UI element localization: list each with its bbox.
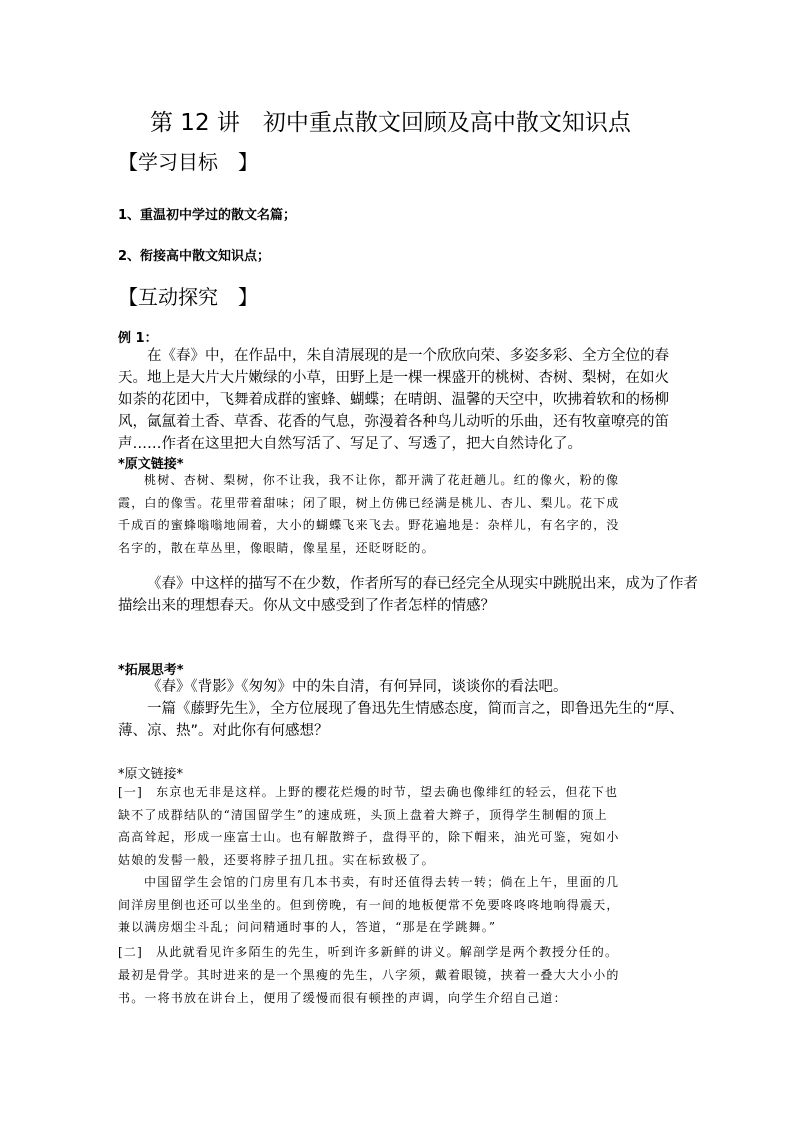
text-line: [二] 从此就看见许多陌生的先生，听到许多新鲜的讲义。解剖学是两个教授分任的。 bbox=[118, 945, 619, 959]
text-line: 风，氤氲着土香、草香、花香的气息，弥漫着各种鸟儿动听的乐曲，还有牧童嘹亮的笛 bbox=[118, 414, 669, 430]
original-link-label-1: *原文链接* bbox=[118, 457, 184, 472]
goal-item-1: 1、重温初中学过的散文名篇； bbox=[118, 208, 297, 223]
text-line: 描绘出来的理想春天。你从文中感受到了作者怎样的情感？ bbox=[118, 598, 495, 614]
text-line: 书。一将书放在讲台上，便用了缓慢而很有顿挫的声调，向学生介绍自己道： bbox=[118, 991, 567, 1005]
section-heading-explore: 【互动探究 】 bbox=[118, 285, 258, 309]
text-line: 缺不了成群结队的“清国留学生”的速成班，头顶上盘着大辫子，顶得学生制帽的顶上 bbox=[118, 807, 608, 822]
example-paragraph bbox=[118, 345, 669, 455]
text-line: 薄、凉、热”。对此你有何感想？ bbox=[118, 723, 329, 739]
expand-label: *拓展思考* bbox=[118, 663, 184, 678]
text-line: 姑娘的发髻一般，还要将脖子扭几扭。实在标致极了。 bbox=[118, 852, 435, 867]
text-line: 高高耸起，形成一座富士山。也有解散辫子，盘得平的，除下帽来，油光可鉴，宛如小 bbox=[118, 830, 620, 844]
example-label: 例 1： bbox=[118, 331, 158, 346]
text-line: 间洋房里倒也还可以坐坐的。但到傍晚，有一间的地板便常不免要咚咚咚地响得震天， bbox=[118, 897, 620, 912]
goal-item-2: 2、衔接高中散文知识点； bbox=[118, 249, 271, 264]
text-line: 天。地上是大片大片嫩绿的小草，田野上是一棵一棵盛开的桃树、杏树、梨树，在如火 bbox=[118, 370, 669, 386]
original-text-spring bbox=[118, 469, 620, 559]
page-title: 第 12 讲 初中重点散文回顾及高中散文知识点 bbox=[150, 110, 631, 136]
text-line: 一篇《藤野先生》，全方位展现了鲁迅先生情感态度，简而言之，即鲁迅先生的“厚、 bbox=[147, 701, 684, 717]
text-line: 兼以满房烟尘斗乱；问问精通时事的人，答道，“那是在学跳舞。” bbox=[118, 920, 497, 934]
text-line: 中国留学生会馆的门房里有几本书卖，有时还值得去转一转；倘在上午，里面的几 bbox=[144, 875, 620, 889]
text-line: 《春》《背影》《匆匆》中的朱自清，有何异同，谈谈你的看法吧。 bbox=[147, 679, 568, 695]
original-text-fujino-2 bbox=[118, 941, 620, 1010]
text-line: [一] 东京也无非是这样。上野的樱花烂熳的时节，望去确也像绯红的轻云，但花下也 bbox=[118, 785, 619, 799]
section-heading-goals: 【学习目标 】 bbox=[118, 150, 258, 174]
expand-paragraph bbox=[118, 676, 684, 742]
original-text-fujino-1 bbox=[118, 781, 620, 939]
text-line: 在《春》中，在作品中，朱自清展现的是一个欣欣向荣、多姿多彩、全方全位的春 bbox=[147, 348, 669, 364]
text-line: 霞，白的像雪。花里带着甜味；闭了眼，树上仿佛已经满是桃儿、杏儿、梨儿。花下成 bbox=[118, 495, 620, 510]
text-line: 《春》中这样的描写不在少数，作者所写的春已经完全从现实中跳脱出来，成为了作者 bbox=[147, 576, 698, 592]
text-line: 名字的，散在草丛里，像眼睛，像星星，还眨呀眨的。 bbox=[118, 540, 435, 555]
question-paragraph bbox=[118, 573, 698, 617]
text-line: 如荼的花团中，飞舞着成群的蜜蜂、蝴蝶；在晴朗、温馨的天空中，吹拂着软和的杨柳 bbox=[118, 392, 669, 408]
text-line: 千成百的蜜蜂嗡嗡地闹着，大小的蝴蝶飞来飞去。野花遍地是：杂样儿，有名字的，没 bbox=[118, 518, 620, 532]
text-line: 桃树、杏树、梨树，你不让我，我不让你，都开满了花赶趟儿。红的像火，粉的像 bbox=[144, 473, 620, 487]
text-line: 声……作者在这里把大自然写活了、写足了、写透了，把大自然诗化了。 bbox=[118, 436, 582, 452]
text-line: 最初是骨学。其时进来的是一个黑瘦的先生，八字须，戴着眼镜，挟着一叠大大小小的 bbox=[118, 968, 620, 982]
original-link-label-2: *原文链接* bbox=[118, 767, 184, 782]
